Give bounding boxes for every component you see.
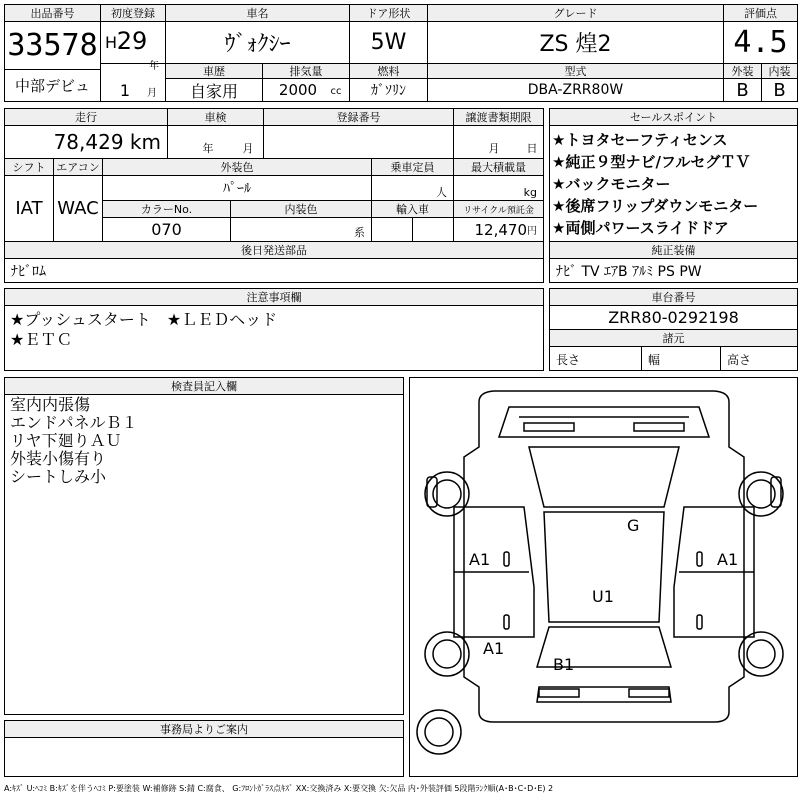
recycle bbox=[454, 218, 543, 241]
era: H bbox=[104, 32, 118, 52]
inspector-note: エンドパネルＢ１ bbox=[10, 413, 138, 432]
cc-unit: cc bbox=[330, 85, 342, 97]
transfer-month-unit: 月 bbox=[488, 142, 500, 155]
damage-mark-a1-right: A1 bbox=[717, 550, 739, 569]
cc-label: 排気量 bbox=[263, 64, 349, 78]
car-name-label: 車名 bbox=[166, 5, 349, 21]
model-label: 型式 bbox=[428, 64, 723, 78]
damage-mark-b1: B1 bbox=[553, 655, 575, 674]
plate-label: 登録番号 bbox=[264, 109, 453, 125]
history: 自家用 bbox=[189, 81, 238, 101]
load-unit: kg bbox=[523, 185, 537, 199]
capacity-label: 乗車定員 bbox=[372, 159, 453, 175]
sales-point-item: ★純正９型ナビ/フルセグＴＶ bbox=[552, 153, 751, 171]
notes-label: 注意事項欄 bbox=[5, 289, 543, 305]
ac: WAC bbox=[57, 198, 99, 219]
grade: ZS 煌2 bbox=[539, 32, 612, 57]
grade-label: グレード bbox=[428, 5, 723, 21]
sales-point-item: ★両側パワースライドドア bbox=[552, 219, 729, 237]
equipment-label: 純正装備 bbox=[550, 242, 797, 258]
fuel-label: 燃料 bbox=[350, 64, 427, 78]
spare-wheel bbox=[417, 710, 461, 754]
color-no: 070 bbox=[151, 220, 182, 239]
cc: 2000 bbox=[278, 81, 318, 99]
mileage bbox=[5, 126, 167, 158]
inspector-note: リヤ下廻りＡＵ bbox=[10, 431, 122, 450]
equipment: ﾅﾋﾞ TV ｴｱB ｱﾙﾐ PS PW bbox=[556, 263, 702, 280]
debut-label: 中部デビュ bbox=[14, 77, 90, 95]
inspector-notes bbox=[10, 396, 138, 486]
shift: IAT bbox=[15, 198, 43, 219]
sales-point-item: ★バックモニター bbox=[552, 175, 671, 193]
car-front-grille bbox=[524, 423, 574, 431]
score-label: 評価点 bbox=[724, 5, 797, 21]
sales-point-item: ★後席フリップダウンモニター bbox=[552, 197, 759, 215]
lot-no: 33578 bbox=[7, 28, 98, 63]
shift-label: シフト bbox=[5, 159, 53, 175]
spec-width-label: 幅 bbox=[648, 352, 661, 367]
load-label: 最大積載量 bbox=[454, 159, 543, 175]
int-label: 内装 bbox=[762, 64, 797, 78]
first-reg-month: 1 bbox=[119, 80, 131, 100]
transfer-day-unit: 日 bbox=[526, 142, 538, 155]
mileage-unit: km bbox=[129, 130, 161, 154]
insp-month-unit: 月 bbox=[242, 142, 254, 155]
inspector-note: 室内内張傷 bbox=[10, 395, 91, 414]
wheel-front-right bbox=[739, 472, 783, 516]
int-grade: B bbox=[773, 79, 786, 101]
score: 4.5 bbox=[733, 25, 788, 60]
color-no-label: カラーNo. bbox=[103, 201, 230, 217]
ext-label: 外装 bbox=[724, 64, 761, 78]
recycle-label: リサイクル預託金 bbox=[454, 201, 543, 217]
sales-point-item: ★トヨタセーフティセンス bbox=[552, 131, 728, 149]
fuel: ｶﾞｿﾘﾝ bbox=[371, 83, 406, 99]
first-reg-year: 29 bbox=[116, 27, 148, 55]
ac-label: エアコン bbox=[54, 159, 102, 175]
first-reg-label: 初度登録 bbox=[101, 5, 165, 21]
door-label: ドア形状 bbox=[350, 5, 427, 21]
transfer-label: 譲渡書類期限 bbox=[454, 109, 543, 125]
year-unit: 年 bbox=[149, 60, 159, 72]
car-hood bbox=[499, 407, 709, 437]
chassis-label: 車台番号 bbox=[550, 289, 797, 305]
car-name: ｳﾞｫｸｼｰ bbox=[224, 32, 291, 57]
damage-mark-a1-lower: A1 bbox=[483, 639, 505, 658]
later-parts-label: 後日発送部品 bbox=[5, 242, 543, 258]
door: 5W bbox=[370, 30, 407, 55]
chassis-number: ZRR80-0292198 bbox=[608, 308, 739, 327]
inspection-label: 車検 bbox=[168, 109, 263, 125]
mileage-value: 78,429 bbox=[53, 130, 124, 154]
sales-points-list bbox=[552, 129, 796, 239]
lot-no-label: 出品番号 bbox=[5, 5, 100, 21]
wheel-rear-right bbox=[739, 632, 783, 676]
mileage-label: 走行 bbox=[5, 109, 167, 125]
spec-height-label: 高さ bbox=[727, 352, 752, 367]
notes-line-1: ★プッシュスタート ★ＬＥＤヘッド bbox=[10, 310, 278, 329]
recycle-unit: 円 bbox=[527, 226, 537, 237]
notes-line-2: ★ＥＴＣ bbox=[10, 330, 73, 349]
int-color-unit: 系 bbox=[354, 226, 365, 239]
ext-grade: B bbox=[736, 79, 749, 101]
later-parts: ﾅﾋﾞﾛﾑ bbox=[11, 263, 46, 280]
damage-mark-a1-left: A1 bbox=[469, 550, 491, 569]
insp-year-unit: 年 bbox=[202, 142, 214, 155]
damage-mark-g: G bbox=[627, 516, 640, 535]
ext-color-label: 外装色 bbox=[103, 159, 371, 175]
history-label: 車歴 bbox=[166, 64, 262, 78]
import-label: 輸入車 bbox=[372, 201, 453, 217]
int-color-label: 内装色 bbox=[231, 201, 371, 217]
car-windshield bbox=[529, 447, 679, 507]
wheel-front-left bbox=[425, 472, 469, 516]
month-unit: 月 bbox=[147, 87, 157, 99]
ext-color: ﾊﾟｰﾙ bbox=[223, 181, 251, 197]
inspector-label: 検査員記入欄 bbox=[5, 378, 403, 394]
capacity-unit: 人 bbox=[436, 186, 447, 199]
legend: A:ｷｽﾞ U:ﾍｺﾐ B:ｷｽﾞを伴うﾍｺﾐ P:要塗装 W:補修跡 S:錆 C:腐食、 G:ﾌﾛﾝﾄｶﾞﾗｽ点ｷｽﾞ XX:交換済み X:要交換 欠:欠品 内･外装評価 5段階ﾗﾝｸ順(A･B･C･D･E) 2 bbox=[4, 784, 554, 793]
car-diagram bbox=[409, 377, 798, 777]
spec-length-label: 長さ bbox=[556, 352, 581, 367]
specs-label: 諸元 bbox=[550, 330, 797, 346]
recycle-value: 12,470 bbox=[474, 220, 527, 239]
model: DBA-ZRR80W bbox=[527, 82, 624, 98]
damage-mark-u1: U1 bbox=[592, 587, 614, 606]
inspector-note: シートしみ小 bbox=[10, 467, 107, 486]
inspector-note: 外装小傷有り bbox=[10, 449, 107, 468]
sales-points-label: セールスポイント bbox=[550, 109, 797, 125]
office-label: 事務局よりご案内 bbox=[5, 721, 403, 737]
wheel-rear-left bbox=[425, 632, 469, 676]
